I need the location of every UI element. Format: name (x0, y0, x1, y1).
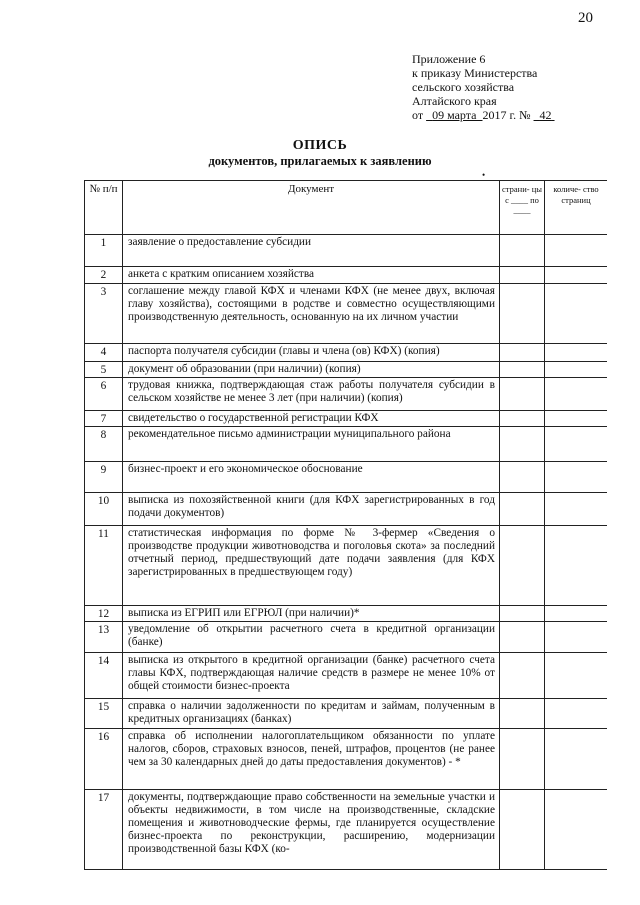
row-number: 3 (85, 284, 123, 344)
appendix-date-line (412, 108, 555, 122)
pages-range-cell[interactable] (500, 284, 545, 344)
table-row (85, 729, 608, 790)
table-row (85, 267, 608, 284)
appendix-line-1: Приложение 6 (412, 52, 486, 66)
table-row (85, 427, 608, 462)
document-description: документы, подтверждающие право собственности на земельные участки и объекты недвижимости, в том числе на производственные, складские помещения и животноводческие фермы, где планируется осуществление бизнес-проекта по реконструкции, расширению, модернизации производственной базы КФХ (ко- (123, 790, 500, 870)
row-number: 17 (85, 790, 123, 870)
order-date: 09 марта (432, 108, 477, 122)
table-row (85, 622, 608, 653)
row-number: 15 (85, 699, 123, 729)
document-description: выписка из похозяйственной книги (для КФХ зарегистрированных в год подачи документов) (123, 493, 500, 526)
documents-table (84, 180, 607, 870)
table-row (85, 344, 608, 362)
table-row (85, 362, 608, 378)
appendix-line-4: Алтайского края (412, 94, 497, 108)
row-number: 7 (85, 411, 123, 427)
document-description: свидетельство о государственной регистрации КФХ (123, 411, 500, 427)
table-row (85, 526, 608, 606)
pages-count-cell[interactable] (545, 411, 608, 427)
pages-range-cell[interactable] (500, 267, 545, 284)
page-number: 20 (578, 10, 593, 26)
document-description: справка об исполнении налогоплательщиком обязанности по уплате налогов, сборов, страховых взносов, пеней, штрафов, процентов (не ранее чем за 30 календарных дней до даты предоставления документов) - * (123, 729, 500, 790)
document-description: трудовая книжка, подтверждающая стаж работы получателя субсидии в сельском хозяйстве не менее 3 лет (при наличии) (копия) (123, 378, 500, 411)
appendix-line-2: к приказу Министерства (412, 66, 538, 80)
pages-range-cell[interactable] (500, 729, 545, 790)
pages-count-cell[interactable] (545, 462, 608, 493)
pages-count-cell[interactable] (545, 235, 608, 267)
document-description: выписка из ЕГРИП или ЕГРЮЛ (при наличии)* (123, 606, 500, 622)
document-description: анкета с кратким описанием хозяйства (123, 267, 500, 284)
row-number: 11 (85, 526, 123, 606)
appendix-header (412, 52, 555, 122)
table-row (85, 284, 608, 344)
appendix-line-3: сельского хозяйства (412, 80, 515, 94)
pages-range-cell[interactable] (500, 653, 545, 699)
pages-range-cell[interactable] (500, 378, 545, 411)
table-row (85, 606, 608, 622)
pages-count-cell[interactable] (545, 622, 608, 653)
table-row (85, 378, 608, 411)
row-number: 6 (85, 378, 123, 411)
pages-range-cell[interactable] (500, 790, 545, 870)
table-frame (84, 180, 607, 905)
table-row (85, 699, 608, 729)
document-subtitle: документов, прилагаемых к заявлению (208, 154, 432, 168)
pages-range-cell[interactable] (500, 411, 545, 427)
header-document: Документ (123, 181, 500, 235)
document-description: документ об образовании (при наличии) (копия) (123, 362, 500, 378)
pages-range-cell[interactable] (500, 235, 545, 267)
document-description: статистическая информация по форме № 3-фермер «Сведения о производстве продукции животноводства и поголовья скота» за последний отчетный период, предшествующий дате подачи заявления (для КФХ зарегистрированных в предшествующем году) (123, 526, 500, 606)
row-number: 1 (85, 235, 123, 267)
document-description: выписка из открытого в кредитной организации (банке) расчетного счета главы КФХ, подтверждающая наличие средств в размере не менее 10% от общей стоимости бизнес-проекта (123, 653, 500, 699)
order-year: 2017 г. № (482, 108, 531, 122)
row-number: 9 (85, 462, 123, 493)
row-number: 5 (85, 362, 123, 378)
table-row (85, 411, 608, 427)
order-number: 42 (539, 108, 552, 122)
pages-range-cell[interactable] (500, 493, 545, 526)
table-row (85, 790, 608, 870)
header-pages-range: страни- цы с ____ по ____ (500, 181, 545, 235)
pages-count-cell[interactable] (545, 699, 608, 729)
pages-range-cell[interactable] (500, 362, 545, 378)
table-row (85, 462, 608, 493)
pages-count-cell[interactable] (545, 493, 608, 526)
document-description: бизнес-проект и его экономическое обоснование (123, 462, 500, 493)
pages-count-cell[interactable] (545, 526, 608, 606)
row-number: 4 (85, 344, 123, 362)
pages-count-cell[interactable] (545, 344, 608, 362)
document-description: паспорта получателя субсидии (главы и члена (ов) КФХ) (копия) (123, 344, 500, 362)
table-row (85, 235, 608, 267)
header-num: № п/п (85, 181, 123, 235)
pages-range-cell[interactable] (500, 606, 545, 622)
row-number: 10 (85, 493, 123, 526)
document-title: ОПИСЬ (292, 138, 348, 153)
row-number: 2 (85, 267, 123, 284)
header-pages-count: количе- ство страниц (545, 181, 608, 235)
pages-count-cell[interactable] (545, 284, 608, 344)
row-number: 12 (85, 606, 123, 622)
pages-count-cell[interactable] (545, 427, 608, 462)
pages-count-cell[interactable] (545, 267, 608, 284)
date-prefix: от (412, 108, 424, 122)
document-description: заявление о предоставление субсидии (123, 235, 500, 267)
table-row (85, 653, 608, 699)
pages-range-cell[interactable] (500, 699, 545, 729)
pages-count-cell[interactable] (545, 653, 608, 699)
pages-count-cell[interactable] (545, 790, 608, 870)
pages-count-cell[interactable] (545, 362, 608, 378)
table-row (85, 493, 608, 526)
row-number: 16 (85, 729, 123, 790)
document-description: соглашение между главой КФХ и членами КФХ (не менее двух, включая главу хозяйства), состоящими в родстве и совместно осуществляющими производственную деятельность, основанную на их личном участии (123, 284, 500, 344)
document-description: уведомление об открытии расчетного счета в кредитной организации (банке) (123, 622, 500, 653)
row-number: 14 (85, 653, 123, 699)
document-description: рекомендательное письмо администрации муниципального района (123, 427, 500, 462)
pages-range-cell[interactable] (500, 622, 545, 653)
pages-range-cell[interactable] (500, 427, 545, 462)
pages-range-cell[interactable] (500, 526, 545, 606)
pages-count-cell[interactable] (545, 378, 608, 411)
pages-count-cell[interactable] (545, 729, 608, 790)
pages-range-cell[interactable] (500, 344, 545, 362)
pages-count-cell[interactable] (545, 606, 608, 622)
stray-dot: • (482, 170, 486, 180)
pages-range-cell[interactable] (500, 462, 545, 493)
row-number: 13 (85, 622, 123, 653)
table-header-row (85, 181, 608, 235)
document-description: справка о наличии задолженности по кредитам и займам, полученным в кредитных организациях (банках) (123, 699, 500, 729)
row-number: 8 (85, 427, 123, 462)
